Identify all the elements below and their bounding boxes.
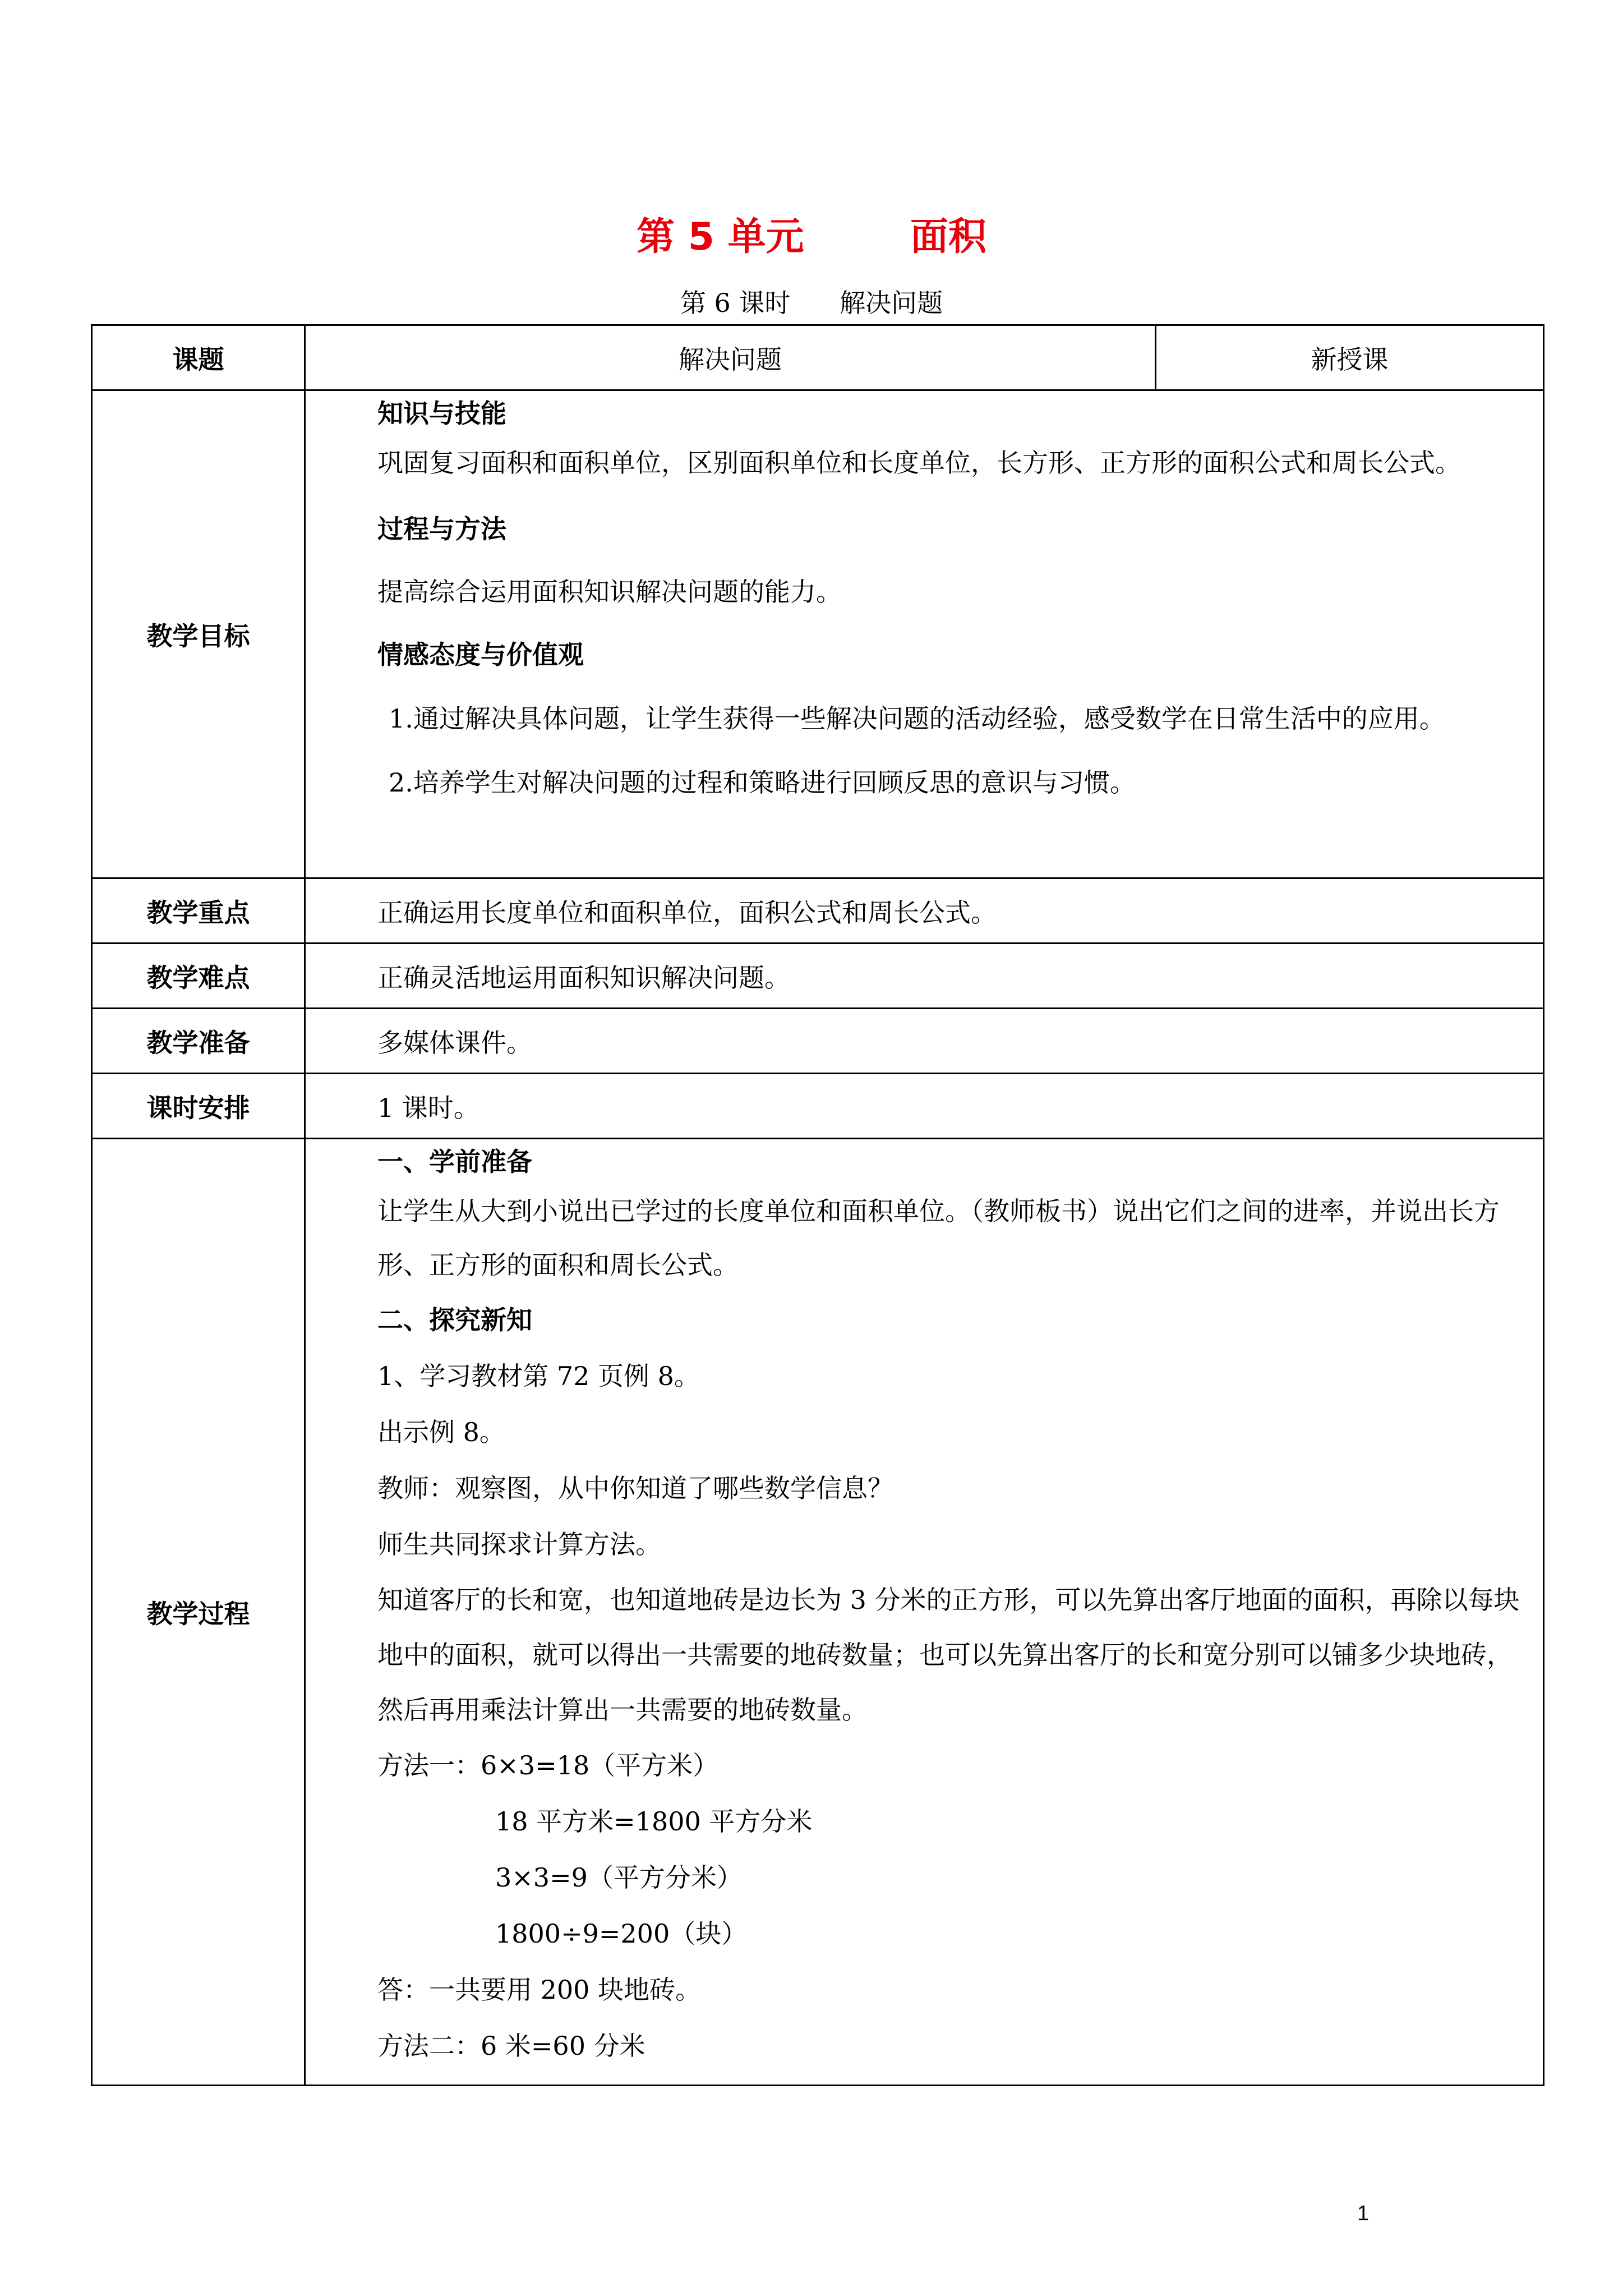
emotion-item-1: 1.通过解决具体问题，让学生获得一些解决问题的活动经验，感受数学在日常生活中的应用。 — [389, 703, 1445, 734]
method2-line1: 方法二：6 米=60 分米 — [377, 2031, 645, 2061]
row-topic — [92, 325, 1544, 390]
row-process — [92, 1139, 1544, 2086]
lesson-type: 新授课 — [1156, 325, 1544, 390]
preparation-text-cell — [305, 1009, 1544, 1074]
schedule-text-cell — [305, 1074, 1544, 1139]
emotion-item-2: 2.培养学生对解决问题的过程和策略进行回顾反思的意识与习惯。 — [389, 767, 1136, 798]
schedule-text: 1 课时。 — [377, 1092, 479, 1123]
method1-line3: 3×3=9（平方分米） — [495, 1862, 743, 1893]
lesson-subtitle: 第 6 课时 解决问题 — [680, 288, 943, 318]
answer-line: 答：一共要用 200 块地砖。 — [377, 1975, 702, 2005]
process-heading: 过程与方法 — [377, 514, 506, 544]
key-points-text: 正确运用长度单位和面积单位，面积公式和周长公式。 — [377, 897, 997, 928]
row-schedule — [92, 1074, 1544, 1139]
row-key-points — [92, 878, 1544, 944]
process-text: 提高综合运用面积知识解决问题的能力。 — [377, 577, 842, 607]
step-5: 知道客厅的长和宽，也知道地砖是边长为 3 分米的正方形，可以先算出客厅地面的面积，再除以每块地中的面积，就可以得出一共需要的地砖数量；也可以先算出客厅的长和宽分别可以铺多少块地砖，然后再用乘法计算出一共需要的地砖数量。 — [377, 1585, 1520, 1725]
knowledge-heading: 知识与技能 — [377, 398, 506, 429]
topic-label: 课题 — [92, 325, 305, 390]
difficulties-text-cell — [305, 944, 1544, 1009]
emotion-heading: 情感态度与价值观 — [377, 639, 584, 670]
knowledge-text: 巩固复习面积和面积单位，区别面积单位和长度单位，长方形、正方形的面积公式和周长公式。 — [377, 448, 1461, 478]
page-number: 1 — [1357, 2202, 1370, 2225]
step-3: 教师：观察图，从中你知道了哪些数学信息？ — [377, 1473, 893, 1503]
process-content — [305, 1139, 1544, 2086]
topic-value: 解决问题 — [305, 325, 1156, 390]
row-objectives — [92, 390, 1544, 878]
key-points-text-cell — [305, 878, 1544, 944]
method1-line4: 1800÷9=200（块） — [495, 1918, 748, 1949]
step-4: 师生共同探求计算方法。 — [377, 1529, 661, 1559]
process-label: 教学过程 — [92, 1139, 305, 2086]
objectives-content — [305, 390, 1544, 878]
row-preparation — [92, 1009, 1544, 1074]
step-1: 1、学习教材第 72 页例 8。 — [377, 1361, 700, 1391]
difficulties-text: 正确灵活地运用面积知识解决问题。 — [377, 962, 790, 993]
objectives-label: 教学目标 — [92, 390, 305, 878]
lesson-plan-table — [91, 324, 1544, 2086]
page-title: 第 5 单元 面积 — [636, 215, 987, 259]
schedule-label: 课时安排 — [92, 1074, 305, 1139]
step-2: 出示例 8。 — [377, 1417, 505, 1447]
section1-heading: 一、学前准备 — [377, 1147, 532, 1177]
method1-line2: 18 平方米=1800 平方分米 — [495, 1806, 813, 1837]
key-points-label: 教学重点 — [92, 878, 305, 944]
section2-heading: 二、探究新知 — [377, 1305, 532, 1335]
preparation-label: 教学准备 — [92, 1009, 305, 1074]
preparation-text: 多媒体课件。 — [377, 1027, 532, 1058]
section1-text: 让学生从大到小说出已学过的长度单位和面积单位。（教师板书）说出它们之间的进率，并说出长方形、正方形的面积和周长公式。 — [377, 1196, 1500, 1280]
difficulties-label: 教学难点 — [92, 944, 305, 1009]
row-difficulties — [92, 944, 1544, 1009]
method1-line1: 方法一：6×3=18（平方米） — [377, 1750, 719, 1780]
